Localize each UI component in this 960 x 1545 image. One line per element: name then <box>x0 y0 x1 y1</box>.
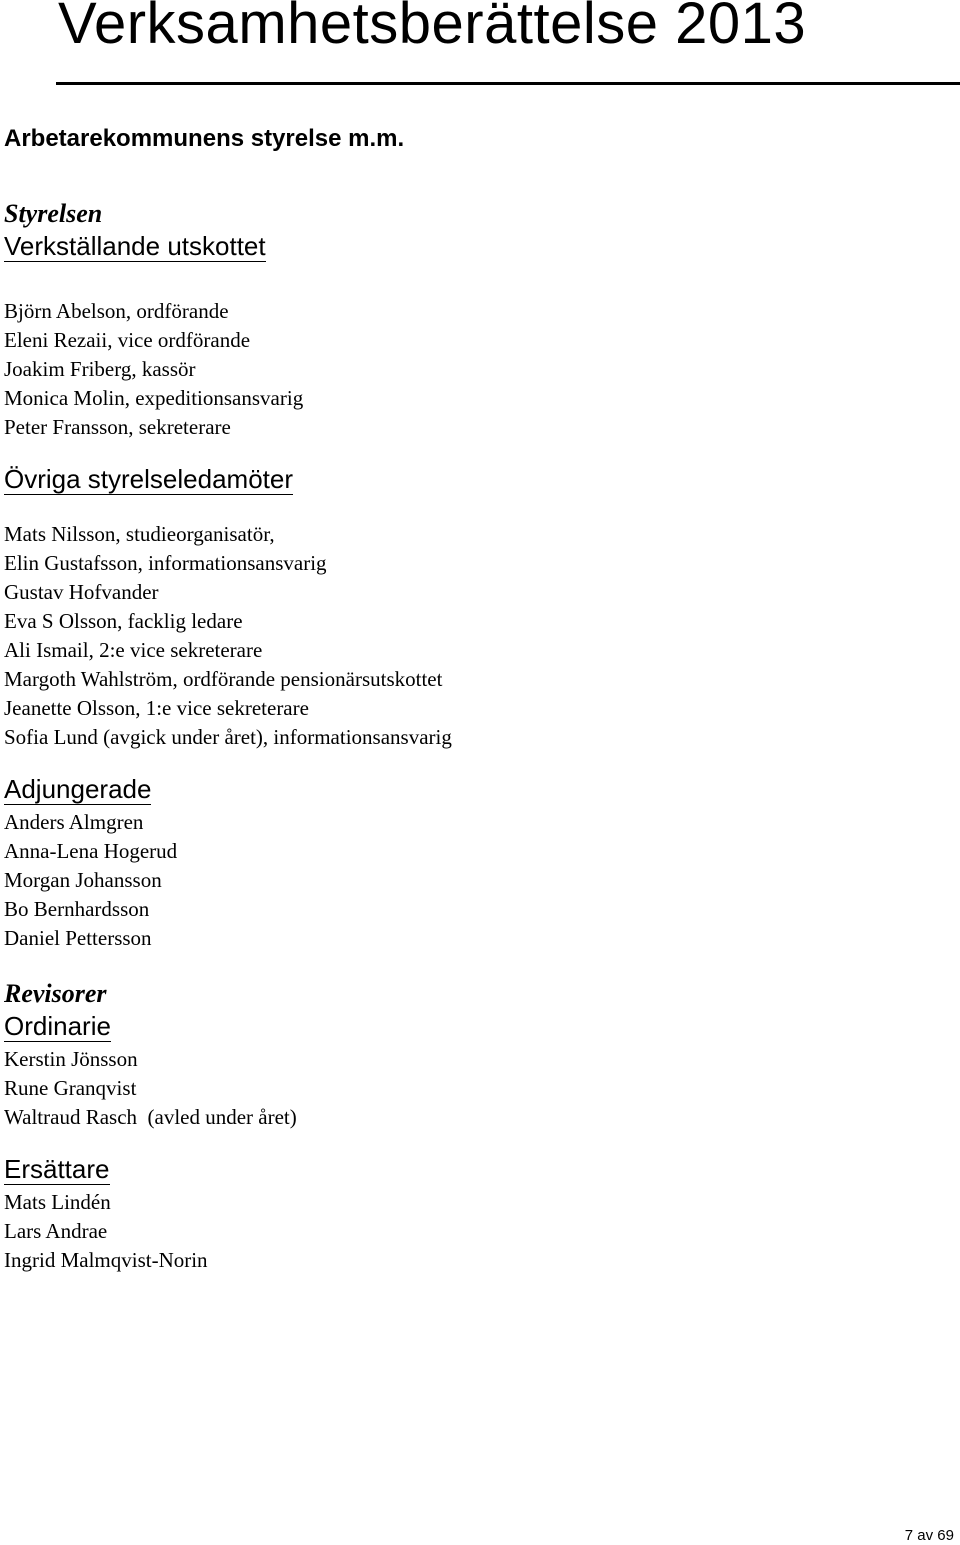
vu-member: Joakim Friberg, kassör <box>4 357 196 381</box>
ersattare-heading-text: Ersättare <box>4 1154 110 1184</box>
section-subtitle: Arbetarekommunens styrelse m.m. <box>4 125 405 152</box>
ordinarie-member: Kerstin Jönsson <box>4 1047 138 1071</box>
ordinarie-heading <box>4 1009 944 1045</box>
vu-member: Eleni Rezaii, vice ordförande <box>4 328 251 352</box>
ersattare-member: Lars Andrae <box>4 1219 108 1243</box>
spacer <box>4 442 944 462</box>
ovriga-member: Sofia Lund (avgick under året), informationsansvarig <box>4 725 452 749</box>
title-rule <box>56 82 960 85</box>
page-title: Verksamhetsberättelse 2013 <box>58 0 807 56</box>
ovriga-member: Jeanette Olsson, 1:e vice sekreterare <box>4 696 309 720</box>
styrelsen-heading: Styrelsen <box>4 199 103 228</box>
page-number: 7 av 69 <box>904 1527 954 1544</box>
vu-member: Peter Fransson, sekreterare <box>4 415 231 439</box>
ovriga-heading <box>4 462 944 498</box>
vu-member: Björn Abelson, ordförande <box>4 299 229 323</box>
adjungerad-member: Bo Bernhardsson <box>4 897 150 921</box>
ersattare-heading <box>4 1152 944 1188</box>
ovriga-member: Margoth Wahlström, ordförande pensionärsutskottet <box>4 667 443 691</box>
adjungerad-member: Anders Almgren <box>4 810 144 834</box>
vu-member: Monica Molin, expeditionsansvarig <box>4 386 304 410</box>
adjungerade-heading-text: Adjungerade <box>4 774 152 804</box>
ordinarie-member: Waltraud Rasch (avled under året) <box>4 1105 297 1129</box>
vu-heading-text: Verkställande utskottet <box>4 231 266 261</box>
ordinarie-heading-text: Ordinarie <box>4 1011 111 1041</box>
ersattare-member: Ingrid Malmqvist-Norin <box>4 1248 208 1272</box>
ovriga-member: Gustav Hofvander <box>4 580 159 604</box>
revisorer-heading: Revisorer <box>4 979 107 1008</box>
document-body <box>4 199 944 1275</box>
ovriga-member: Ali Ismail, 2:e vice sekreterare <box>4 638 263 662</box>
ovriga-member: Elin Gustafsson, informationsansvarig <box>4 551 327 575</box>
adjungerad-member: Daniel Pettersson <box>4 926 152 950</box>
vu-heading <box>4 229 944 265</box>
spacer <box>4 953 944 979</box>
spacer <box>4 265 944 297</box>
ovriga-member: Mats Nilsson, studieorganisatör, <box>4 522 275 546</box>
adjungerad-member: Morgan Johansson <box>4 868 162 892</box>
spacer <box>4 1132 944 1152</box>
ovriga-heading-text: Övriga styrelseledamöter <box>4 464 293 494</box>
ovriga-member: Eva S Olsson, facklig ledare <box>4 609 243 633</box>
spacer <box>4 498 944 520</box>
ersattare-member: Mats Lindén <box>4 1190 111 1214</box>
adjungerade-heading <box>4 772 944 808</box>
ordinarie-member: Rune Granqvist <box>4 1076 137 1100</box>
adjungerad-member: Anna-Lena Hogerud <box>4 839 178 863</box>
spacer <box>4 752 944 772</box>
